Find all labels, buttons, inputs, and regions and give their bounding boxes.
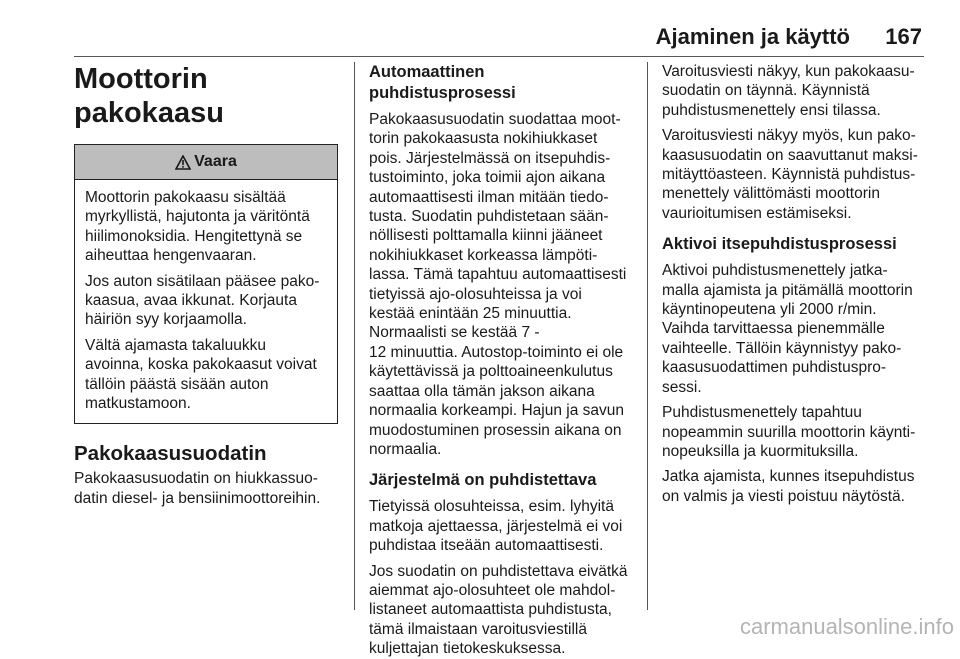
text-line: tusta. Suodatin puhdistetaan sään- <box>369 208 609 226</box>
text-line: Moottorin pakokaasu sisältää <box>85 189 286 206</box>
page-title: Moottorin pakokaasu <box>74 63 224 129</box>
text-line: 12 minuuttia. Autostop-toiminto ei ole <box>369 343 624 361</box>
text-line: suodatin on täynnä. Käynnistä <box>662 82 870 100</box>
warning-paragraph <box>85 336 327 414</box>
text-line: Tietyissä olosuhteissa, esim. lyhyitä <box>369 498 614 516</box>
body-paragraph <box>662 261 926 397</box>
page-number: 167 <box>885 24 922 49</box>
warning-triangle-icon <box>175 155 191 170</box>
text-line: muodostuminen prosessin aikana on <box>369 421 622 439</box>
text-line: matkustamoon. <box>85 395 191 413</box>
text-line: Varoitusviesti näkyy myös, kun pako- <box>662 127 916 145</box>
text-line: Jos auton sisätilaan pääsee pako- <box>85 272 320 290</box>
text-line: vaihteelle. Tällöin käynnistyy pako- <box>662 339 902 357</box>
text-line: aiemmat ajo-olosuhteet ole mahdol- <box>369 581 616 599</box>
subsection-heading: Automaattinen puhdistusprosessi <box>369 63 516 102</box>
text-line: Jos suodatin on puhdistettava eivätkä <box>369 562 628 580</box>
page-header <box>0 0 960 54</box>
text-line: Vältä ajamasta takaluukku <box>85 336 266 354</box>
text-line: käyntinopeutena yli 2000 r/min. <box>662 301 877 319</box>
text-line: avoinna, koska pakokaasut voivat <box>85 356 317 374</box>
warning-header <box>75 145 337 180</box>
column-divider <box>354 62 355 610</box>
text-line: kestää enintään 25 minuuttia. <box>369 305 572 323</box>
subsection-heading: Järjestelmä on puhdistettava <box>369 471 597 490</box>
text-line: kuljettajan tietokeskuksessa. <box>369 640 566 658</box>
text-line: kaasusuodattimen puhdistuspro- <box>662 359 887 377</box>
text-line: listaneet automaattista puhdistusta, <box>369 601 612 619</box>
text-line: nopeammin suurilla moottorin käynti- <box>662 423 916 441</box>
text-line: menettely välittömästi moottorin <box>662 185 880 203</box>
text-line: tämä ilmaistaan varoitusviestillä <box>369 620 587 638</box>
warning-paragraph <box>85 272 327 330</box>
column-divider <box>647 62 648 610</box>
body-paragraph <box>74 469 338 508</box>
warning-body <box>75 180 337 423</box>
text-line: kaasua, avaa ikkunat. Korjauta <box>85 292 297 310</box>
text-line: malla ajamista ja pitämällä moottorin <box>662 281 913 299</box>
text-line: pois. Järjestelmässä on itsepuhdis- <box>369 149 611 167</box>
text-line: Aktivoi puhdistusmenettely jatka- <box>662 262 888 280</box>
body-paragraph <box>369 110 633 459</box>
warning-box <box>74 144 338 424</box>
section-heading: Pakokaasusuodatin <box>74 442 267 466</box>
text-line: tietyissä ajo-olosuhteissa ja voi <box>369 285 582 303</box>
text-line: tällöin päästä sisään auton <box>85 375 269 393</box>
body-paragraph <box>662 467 926 506</box>
text-line: mitäyttöasteen. Käynnistä puhdistus- <box>662 166 916 184</box>
column-2 <box>369 62 633 659</box>
watermark: carmanualsonline.info <box>739 614 954 639</box>
text-line: saattaa olla tämän jakson aikana <box>369 382 595 400</box>
text-line: nopeuksilla ja kuormituksilla. <box>662 442 859 460</box>
section-title: Ajaminen ja käyttö <box>655 24 850 49</box>
body-paragraph <box>662 62 926 120</box>
text-line: Pakokaasusuodatin suodattaa moot- <box>369 111 621 128</box>
body-paragraph <box>662 126 926 223</box>
text-line: puhdistusmenettely ensi tilassa. <box>662 101 881 119</box>
text-line: vaurioitumisen estämiseksi. <box>662 204 852 222</box>
text-line: käytettävissä ja polttoaineenkulutus <box>369 363 613 381</box>
text-line: häiriön syy korjaamolla. <box>85 311 247 329</box>
header-rule <box>74 56 924 57</box>
column-1 <box>74 62 338 508</box>
text-line: automaattisesti ilman mitään tiedo- <box>369 188 609 206</box>
warning-label: Vaara <box>194 153 237 170</box>
subsection-heading: Aktivoi itsepuhdistusprosessi <box>662 235 897 254</box>
text-line: hiilimonoksidia. Hengitettynä se <box>85 227 303 245</box>
body-paragraph <box>369 497 633 555</box>
text-line: Vaihda tarvittaessa pienemmälle <box>662 320 885 338</box>
text-line: torin pakokaasusta nokihiukkaset <box>369 130 598 148</box>
text-line: sessi. <box>662 378 702 396</box>
text-line: normaalia korkeampi. Hajun ja savun <box>369 402 625 420</box>
text-line: nöllisesti polttamalla kiinni jääneet <box>369 227 603 245</box>
text-line: tustoiminto, joka toimii ajon aikana <box>369 169 606 187</box>
text-line: puhdistaa itseään automaattisesti. <box>369 537 604 555</box>
text-line: datin diesel- ja bensiinimoottoreihin. <box>74 489 321 507</box>
text-line: on valmis ja viesti poistuu näytöstä. <box>662 487 905 505</box>
body-paragraph <box>662 403 926 461</box>
text-line: matkoja ajettaessa, järjestelmä ei voi <box>369 517 623 535</box>
text-line: normaalia. <box>369 440 442 458</box>
body-paragraph <box>369 562 633 659</box>
warning-paragraph <box>85 188 327 266</box>
text-line: myrkyllistä, hajutonta ja väritöntä <box>85 208 310 226</box>
text-line: Puhdistusmenettely tapahtuu <box>662 404 862 422</box>
text-line: Pakokaasusuodatin on hiukkassuo- <box>74 470 318 488</box>
text-line: lassa. Tämä tapahtuu automaattisesti <box>369 266 627 284</box>
text-line: Jatka ajamista, kunnes itsepuhdistus <box>662 468 915 486</box>
text-line: aiheuttaa hengenvaaran. <box>85 247 257 265</box>
text-line: kaasusuodatin on saavuttanut maksi- <box>662 146 918 164</box>
column-3 <box>662 62 926 506</box>
text-line: Varoitusviesti näkyy, kun pakokaasu- <box>662 63 915 80</box>
text-line: nokihiukkaset korkeassa lämpöti- <box>369 246 598 264</box>
text-line: Normaalisti se kestää 7 - <box>369 324 540 342</box>
